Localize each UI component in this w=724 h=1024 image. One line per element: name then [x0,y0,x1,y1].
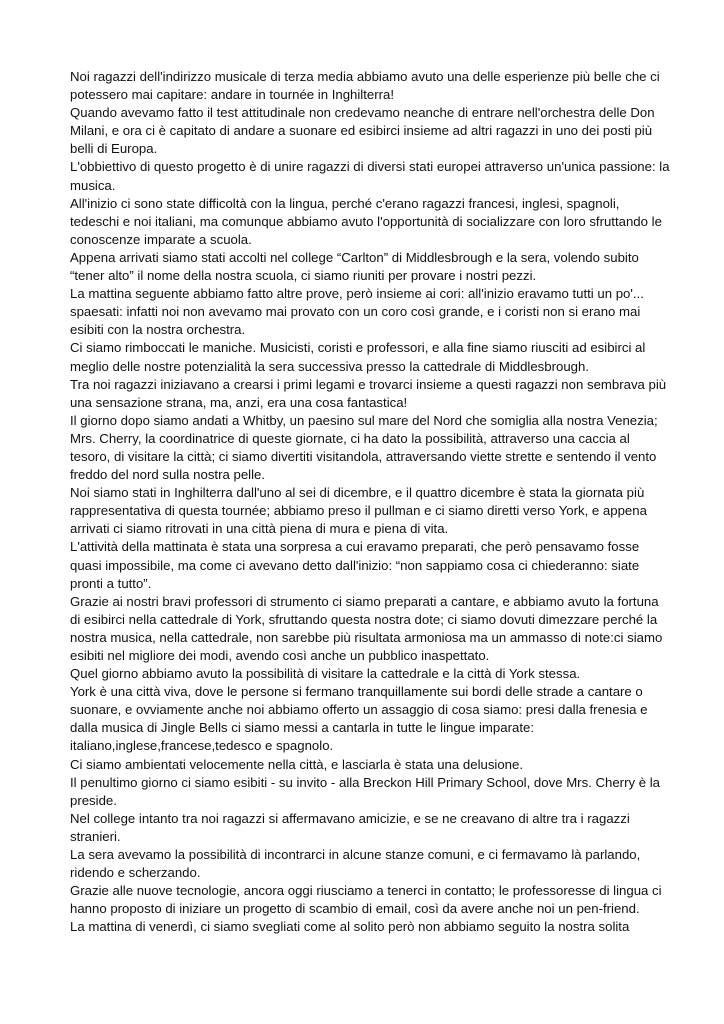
paragraph: Grazie ai nostri bravi professori di strumento ci siamo preparati a cantare, e abbiamo avuto la fortuna di esibirci nella cattedrale di York, sfruttando questa nostra dote; ci siamo dovuti dimezzare perché la nostra musica, nella cattedrale, non sarebbe più risultata armoniosa ma un ammasso di note:ci siamo esibiti nel migliore dei modi, avendo così anche un pubblico inaspettato. [70,593,663,663]
paragraph: York è una città viva, dove le persone si fermano tranquillamente sui bordi delle strade a cantare o suonare, e ovviamente anche noi abbiamo offerto un assaggio di cosa siamo: presi dalla frenesia e dalla musica di Jingle Bells ci siamo messi a cantarla in tutte le lingue imparate: italiano,inglese,francese,tedesco e spagnolo. [70,684,648,754]
paragraph: La mattina di venerdì, ci siamo svegliati come al solito però non abbiamo seguito la nostra solita [70,919,630,935]
paragraph: Ci siamo rimboccati le maniche. Musicisti, coristi e professori, e alla fine siamo riusciti ad esibirci al meglio delle nostre potenzialità la sera successiva presso la cattedrale di Middlesbrough. [70,340,646,374]
paragraph: Tra noi ragazzi iniziavano a crearsi i primi legami e trovarci insieme a questi ragazzi non sembrava più una sensazione strana, ma, anzi, era una cosa fantastica! [70,376,667,410]
paragraph: Noi ragazzi dell'indirizzo musicale di terza media abbiamo avuto una delle esperienze più belle che ci potessero mai capitare: andare in tournée in Inghilterra! [70,69,660,103]
paragraph: Il giorno dopo siamo andati a Whitby, un paesino sul mare del Nord che somiglia alla nostra Venezia; Mrs. Cherry, la coordinatrice di queste giornate, ci ha dato la possibilità, attraverso una caccia al tesoro, di visitare la città; ci siamo divertiti visitandola, attraversando viette strette e sentendo il vento freddo del nord sulla nostra pelle. [70,412,658,483]
paragraph: Noi siamo stati in Inghilterra dall'uno al sei di dicembre, e il quattro dicembre è stata la giornata più rappresentativa di questa tournée; abbiamo preso il pullman e ci siamo diretti verso York, e appena arrivati ci siamo ritrovati in una città piena di mura e piena di vita. [70,485,647,537]
paragraph: Appena arrivati siamo stati accolti nel college “Carlton” di Middlesbrough e la sera, volendo subito “tener alto” il nome della nostra scuola, ci siamo riuniti per provare i nostri pezzi. [70,249,639,284]
paragraph: Quando avevamo fatto il test attitudinale non credevamo neanche di entrare nell'orchestra delle Don Milani, e ora ci è capitato di andare a suonare ed esibirci insieme ad altri ragazzi in uno dei posti più belli di Europa. [70,105,655,157]
paragraph: La sera avevamo la possibilità di incontrarci in alcune stanze comuni, e ci fermavamo là parlando, ridendo e scherzando. [70,847,641,881]
body-text [70,68,670,937]
paragraph: Il penultimo giorno ci siamo esibiti - su invito - alla Breckon Hill Primary School, dove Mrs. Cherry è la preside. [70,774,660,808]
paragraph: Nel college intanto tra noi ragazzi si affermavano amicizie, e se ne creavano di altre tra i ragazzi stranieri. [70,810,630,844]
paragraph: Grazie alle nuove tecnologie, ancora oggi riusciamo a tenerci in contatto; le professoresse di lingua ci hanno proposto di iniziare un progetto di scambio di email, così da avere anche noi un pen-friend. [70,883,662,917]
paragraph: L'attività della mattinata è stata una sorpresa a cui eravamo preparati, che però pensavamo fosse quasi impossibile, ma come ci avevano detto dall'inizio: “non sappiamo cosa ci chiederanno: siate pronti a tutto”. [70,539,640,591]
paragraph: Quel giorno abbiamo avuto la possibilità di visitare la cattedrale e la città di York stessa. [70,666,581,682]
paragraph: Ci siamo ambientati velocemente nella città, e lasciarla è stata una delusione. [70,756,524,772]
paragraph: All'inizio ci sono state difficoltà con la lingua, perché c'erano ragazzi francesi, inglesi, spagnoli, tedeschi e noi italiani, ma comunque abbiamo avuto l'opportunità di socializzare con loro sfruttando le conoscenze imparate a scuola. [70,195,662,247]
paragraph: La mattina seguente abbiamo fatto altre prove, però insieme ai cori: all'inizio eravamo tutti un po'... spaesati: infatti noi non avevamo mai provato con un coro così grande, e i coristi non si erano mai esibiti con la nostra orchestra. [70,286,644,338]
paragraph: L'obbiettivo di questo progetto è di unire ragazzi di diversi stati europei attraverso un'unica passione: la musica. [70,159,670,193]
